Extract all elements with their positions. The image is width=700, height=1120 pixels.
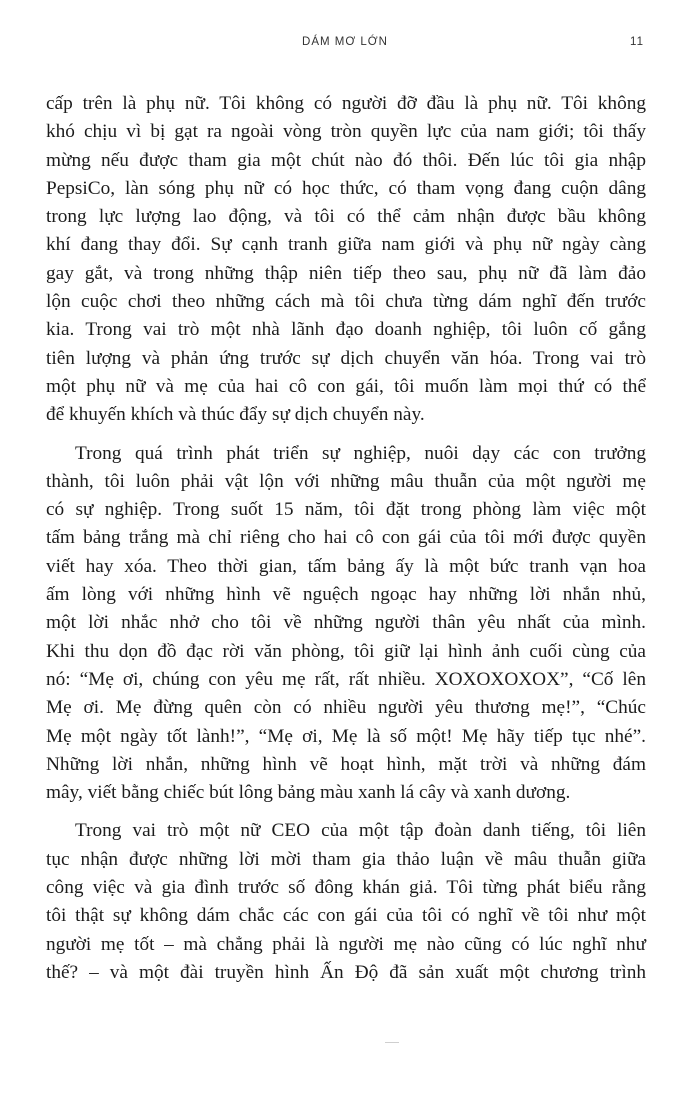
paragraph-3 — [46, 817, 646, 987]
text-line: lộn cuộc chơi theo những cách mà tôi chưa từng dám nghĩ đến trước — [46, 291, 646, 313]
page-bottom-mark — [385, 1042, 399, 1043]
text-line: thành, tôi luôn phải vật lộn với những mâu thuẫn của một người mẹ — [46, 470, 646, 492]
text-line: Trong vai trò một nữ CEO của một tập đoàn danh tiếng, tôi liên — [75, 820, 646, 842]
text-line: gay gắt, và trong những thập niên tiếp theo sau, phụ nữ đã làm đảo — [46, 262, 646, 284]
text-line: có sự nghiệp. Trong suốt 15 năm, tôi đặt trong phòng làm việc một — [46, 499, 646, 521]
text-line: tấm bảng trắng mà chỉ riêng cho hai cô con gái của tôi mới được quyền — [46, 527, 646, 549]
text-line: cấp trên là phụ nữ. Tôi không có người đỡ đầu là phụ nữ. Tôi không — [46, 93, 646, 114]
page-number: 11 — [630, 36, 644, 48]
text-line: khó chịu vì bị gạt ra ngoài vòng tròn quyền lực của nam giới; tôi thấy — [46, 121, 646, 143]
text-line: người mẹ tốt – mà chẳng phải là người mẹ nào cũng có lúc nghĩ như — [46, 933, 646, 955]
text-line: kia. Trong vai trò một nhà lãnh đạo doanh nghiệp, tôi luôn cố gắng — [46, 319, 646, 341]
text-line: tiên lượng và phản ứng trước sự dịch chuyển văn hóa. Trong vai trò — [46, 347, 646, 369]
paragraph-1 — [46, 90, 646, 430]
text-line: công việc và gia đình trước số đông khán giả. Tôi từng phát biểu rằng — [46, 877, 646, 899]
text-line: nó: “Mẹ ơi, chúng con yêu mẹ rất, rất nhiều. XOXOXOXOX”, “Cố lên — [46, 668, 646, 690]
text-line: khí đang thay đổi. Sự cạnh tranh giữa nam giới và phụ nữ ngày càng — [46, 234, 646, 256]
text-line: trong lực lượng lao động, và tôi có thể cảm nhận được bầu không — [46, 206, 646, 228]
text-line: Mẹ một ngày tốt lành!”, “Mẹ ơi, Mẹ là số một! Mẹ hãy tiếp tục nhé”. — [46, 725, 646, 747]
text-line: một phụ nữ và mẹ của hai cô con gái, tôi muốn làm mọi thứ có thể — [46, 375, 646, 397]
text-line: Mẹ ơi. Mẹ đừng quên còn có nhiều người yêu thương mẹ!”, “Chúc — [46, 697, 646, 719]
body-text — [46, 90, 646, 997]
text-line: PepsiCo, làn sóng phụ nữ có học thức, có tham vọng đang cuộn dâng — [46, 177, 646, 199]
text-line: Những lời nhắn, những hình vẽ hoạt hình, mặt trời và những đám — [46, 753, 646, 775]
text-line: Khi thu dọn đồ đạc rời văn phòng, tôi giữ lại hình ảnh cuối cùng của — [46, 640, 646, 662]
text-line: Trong quá trình phát triển sự nghiệp, nuôi dạy các con trưởng — [75, 442, 646, 464]
text-line: mừng nếu được tham gia một chút nào đó thôi. Đến lúc tôi gia nhập — [46, 149, 646, 171]
running-title: DÁM MƠ LỚN — [302, 36, 388, 48]
text-line: tôi thật sự không dám chắc các con gái của tôi có nghĩ về tôi như một — [46, 905, 646, 927]
text-line: viết hay xóa. Theo thời gian, tấm bảng ấy là một bức tranh vạn hoa — [46, 555, 646, 577]
text-line: tục nhận được những lời mời tham gia thảo luận về mâu thuẫn giữa — [46, 848, 646, 870]
running-header — [46, 36, 644, 52]
text-line: ấm lòng với những hình vẽ nguệch ngoạc hay những lời nhắn nhủ, — [46, 584, 646, 606]
text-line: một lời nhắc nhở cho tôi về những người thân yêu nhất của mình. — [46, 612, 646, 634]
paragraph-2 — [46, 440, 646, 808]
text-line: mây, viết bằng chiếc bút lông bảng màu xanh lá cây và xanh dương. — [46, 782, 571, 804]
text-line: thế? – và một đài truyền hình Ấn Độ đã sản xuất một chương trình — [46, 961, 646, 983]
text-line: để khuyến khích và thúc đẩy sự dịch chuyển này. — [46, 404, 425, 426]
